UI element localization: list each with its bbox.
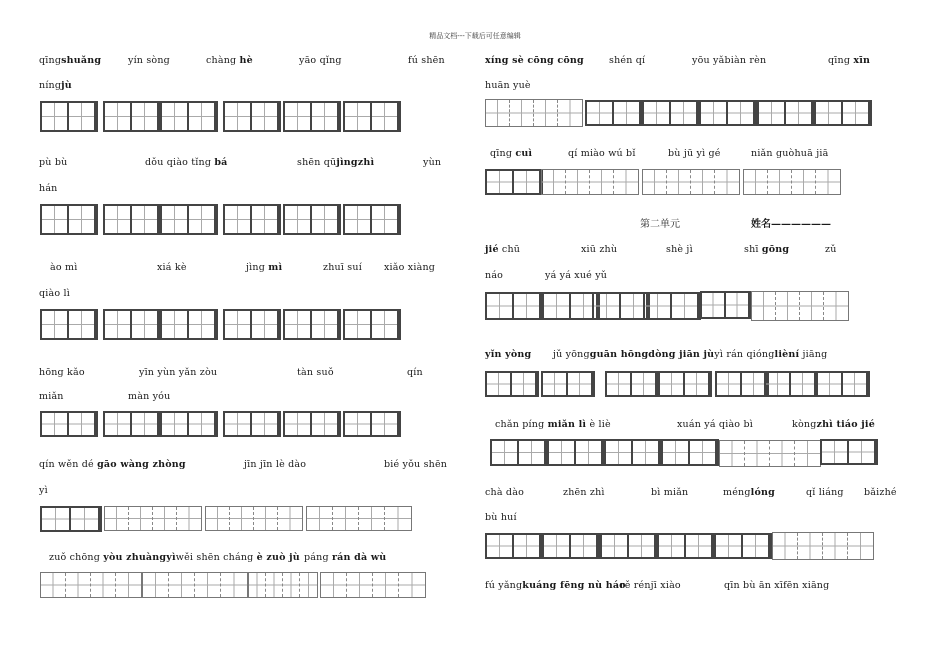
grid-cell[interactable] xyxy=(645,294,672,318)
grid-cell[interactable] xyxy=(312,103,339,130)
pinyin-line: níngjù xyxy=(39,80,72,91)
pinyin-line: miǎn xyxy=(39,391,64,402)
writing-grid[interactable] xyxy=(764,371,818,397)
writing-grid[interactable] xyxy=(40,506,102,532)
pinyin-line: páng rán dà wù xyxy=(304,552,387,563)
writing-grid[interactable] xyxy=(751,291,849,321)
grid-cell[interactable] xyxy=(663,441,690,464)
grid-cell[interactable] xyxy=(768,170,792,194)
writing-grid[interactable] xyxy=(541,169,639,195)
grid-cell[interactable] xyxy=(252,206,279,233)
grid-cell[interactable] xyxy=(372,311,399,338)
pinyin-line: kòngzhì tiáo jié xyxy=(792,419,875,430)
writing-grid[interactable] xyxy=(40,411,98,437)
grid-cell[interactable] xyxy=(519,441,546,464)
grid-cell[interactable] xyxy=(249,573,266,597)
grid-cell[interactable] xyxy=(514,294,541,318)
grid-cell[interactable] xyxy=(549,441,576,464)
pinyin-line: xíng sè cōng cōng xyxy=(485,55,584,66)
writing-grid[interactable] xyxy=(485,99,583,127)
writing-grid[interactable] xyxy=(485,292,543,320)
writing-grid[interactable] xyxy=(283,411,341,437)
grid-cell[interactable] xyxy=(372,413,399,435)
grid-cell[interactable] xyxy=(153,507,177,530)
grid-cell[interactable] xyxy=(285,311,312,338)
grid-cell[interactable] xyxy=(42,508,71,530)
grid-cell[interactable] xyxy=(283,573,300,597)
grid-cell[interactable] xyxy=(345,413,372,435)
pinyin-line: dǒu qiào tǐng bá xyxy=(145,157,228,168)
grid-cell[interactable] xyxy=(116,573,141,597)
grid-cell[interactable] xyxy=(487,294,514,318)
grid-cell[interactable] xyxy=(91,573,116,597)
grid-cell[interactable] xyxy=(800,292,824,320)
grid-cell[interactable] xyxy=(659,535,686,557)
writing-grid[interactable] xyxy=(541,371,595,397)
grid-cell[interactable] xyxy=(372,103,399,130)
grid-cell[interactable] xyxy=(487,535,514,557)
grid-cell[interactable] xyxy=(745,441,770,466)
pinyin-line: qīng cuì xyxy=(490,148,533,159)
writing-grid[interactable] xyxy=(223,411,281,437)
pinyin-line: tàn suǒ xyxy=(297,367,334,378)
pinyin-line: ào mì xyxy=(50,262,78,273)
pinyin-line: yōu yǎbiàn rèn xyxy=(692,55,767,66)
pinyin-line: xuán yá qiào bì xyxy=(677,419,753,430)
grid-cell[interactable] xyxy=(606,441,633,464)
writing-grid[interactable] xyxy=(714,533,772,559)
writing-grid[interactable] xyxy=(642,100,700,126)
grid-cell[interactable] xyxy=(42,103,69,130)
unit-title: 第二单元 xyxy=(640,219,680,230)
pinyin-line: shén qí xyxy=(609,55,646,66)
writing-grid[interactable] xyxy=(605,371,659,397)
grid-cell[interactable] xyxy=(189,103,216,130)
grid-cell[interactable] xyxy=(307,507,333,530)
grid-cell[interactable] xyxy=(766,373,791,395)
grid-cell[interactable] xyxy=(162,206,189,233)
pinyin-line: yīn yùn yǎn zòu xyxy=(139,367,218,378)
pinyin-line: qín wěn dé gāo wàng zhòng xyxy=(39,459,186,470)
grid-cell[interactable] xyxy=(285,413,312,435)
pinyin-line: zhēn zhì xyxy=(563,487,605,498)
grid-cell[interactable] xyxy=(132,206,159,233)
grid-cell[interactable] xyxy=(225,311,252,338)
writing-grid[interactable] xyxy=(205,506,303,531)
grid-cell[interactable] xyxy=(69,311,96,338)
grid-cell[interactable] xyxy=(702,293,726,317)
grid-cell[interactable] xyxy=(512,373,537,395)
grid-cell[interactable] xyxy=(843,373,868,395)
grid-cell[interactable] xyxy=(105,311,132,338)
grid-cell[interactable] xyxy=(492,441,519,464)
grid-cell[interactable] xyxy=(818,373,843,395)
pinyin-line: bǎizhé xyxy=(864,487,897,498)
grid-cell[interactable] xyxy=(225,103,252,130)
grid-cell[interactable] xyxy=(534,100,558,126)
pinyin-line: shè jì xyxy=(666,244,693,255)
writing-grid[interactable] xyxy=(283,309,341,340)
writing-grid[interactable] xyxy=(715,371,769,397)
grid-cell[interactable] xyxy=(672,294,699,318)
writing-grid[interactable] xyxy=(40,204,98,235)
writing-grid[interactable] xyxy=(490,439,548,466)
grid-cell[interactable] xyxy=(42,311,69,338)
pinyin-line: niǎn guòhuā jiā xyxy=(751,148,829,159)
writing-grid[interactable] xyxy=(542,533,600,559)
grid-cell[interactable] xyxy=(594,294,621,318)
pinyin-line: yùn xyxy=(423,157,442,168)
grid-cell[interactable] xyxy=(602,535,629,557)
grid-cell[interactable] xyxy=(169,573,195,597)
writing-grid[interactable] xyxy=(657,533,715,559)
grid-cell[interactable] xyxy=(372,206,399,233)
pinyin-line: huān yuè xyxy=(485,80,531,91)
writing-grid[interactable] xyxy=(604,439,662,466)
name-label: 姓名—————— xyxy=(751,219,831,230)
grid-cell[interactable] xyxy=(717,373,742,395)
grid-cell[interactable] xyxy=(685,373,710,395)
writing-grid[interactable] xyxy=(306,506,412,531)
grid-cell[interactable] xyxy=(345,206,372,233)
writing-grid[interactable] xyxy=(160,309,218,340)
grid-cell[interactable] xyxy=(373,573,399,597)
grid-cell[interactable] xyxy=(105,507,129,530)
pinyin-line: bù jū yì gé xyxy=(668,148,721,159)
grid-cell[interactable] xyxy=(71,508,100,530)
writing-grid[interactable] xyxy=(485,533,543,559)
grid-cell[interactable] xyxy=(41,573,66,597)
grid-cell[interactable] xyxy=(770,441,795,466)
grid-cell[interactable] xyxy=(189,311,216,338)
writing-grid[interactable] xyxy=(592,292,650,320)
writing-grid[interactable] xyxy=(223,101,281,132)
writing-grid[interactable] xyxy=(820,439,878,465)
writing-grid[interactable] xyxy=(320,572,426,598)
writing-grid[interactable] xyxy=(547,439,605,466)
pinyin-line: hán xyxy=(39,183,58,194)
grid-cell[interactable] xyxy=(671,102,698,124)
grid-cell[interactable] xyxy=(143,573,169,597)
grid-cell[interactable] xyxy=(629,535,656,557)
writing-grid[interactable] xyxy=(699,100,757,126)
grid-cell[interactable] xyxy=(132,413,159,435)
grid-cell[interactable] xyxy=(773,533,798,559)
grid-cell[interactable] xyxy=(514,171,541,193)
pinyin-line: yǐn yòng xyxy=(485,349,532,360)
writing-grid[interactable] xyxy=(283,101,341,132)
grid-cell[interactable] xyxy=(816,170,840,194)
grid-cell[interactable] xyxy=(743,535,770,557)
writing-grid[interactable] xyxy=(658,371,712,397)
grid-cell[interactable] xyxy=(162,103,189,130)
pinyin-line: yāo qǐng xyxy=(299,55,342,66)
grid-cell[interactable] xyxy=(590,170,614,194)
pinyin-line: xiū zhù xyxy=(581,244,618,255)
pinyin-line: shī gōng xyxy=(744,244,790,255)
pinyin-line: chà dào xyxy=(485,487,524,498)
grid-cell[interactable] xyxy=(843,102,870,124)
pinyin-line: qǐ liáng xyxy=(806,487,844,498)
grid-cell[interactable] xyxy=(633,441,660,464)
pinyin-line: qīn bù ān xīfēn xiāng xyxy=(724,580,830,591)
pinyin-line: bié yǒu shēn xyxy=(384,459,448,470)
grid-cell[interactable] xyxy=(660,373,685,395)
pinyin-line: shēn qūjìngzhì xyxy=(297,157,375,168)
pinyin-line: hōng kǎo xyxy=(39,367,85,378)
grid-cell[interactable] xyxy=(607,373,632,395)
grid-cell[interactable] xyxy=(542,170,566,194)
writing-grid[interactable] xyxy=(104,506,202,531)
grid-cell[interactable] xyxy=(822,441,849,463)
grid-cell[interactable] xyxy=(345,311,372,338)
grid-cell[interactable] xyxy=(189,206,216,233)
grid-cell[interactable] xyxy=(587,102,614,124)
pinyin-line: xiá kè xyxy=(157,262,187,273)
writing-grid[interactable] xyxy=(142,572,248,598)
grid-cell[interactable] xyxy=(715,170,739,194)
grid-cell[interactable] xyxy=(162,311,189,338)
pinyin-line: qīngshuǎng xyxy=(39,55,102,66)
grid-cell[interactable] xyxy=(132,311,159,338)
pinyin-line: jǔ yōngguān hōngdòng jiān jùyì rán qiónglièní jiāng xyxy=(553,349,828,360)
grid-cell[interactable] xyxy=(42,206,69,233)
grid-cell[interactable] xyxy=(543,373,568,395)
grid-cell[interactable] xyxy=(776,292,800,320)
writing-grid[interactable] xyxy=(757,100,815,126)
pinyin-line: qiào lì xyxy=(39,288,70,299)
grid-cell[interactable] xyxy=(726,293,750,317)
writing-grid[interactable] xyxy=(40,309,98,340)
grid-cell[interactable] xyxy=(221,573,247,597)
pinyin-line: qīng xīn xyxy=(828,55,871,66)
grid-cell[interactable] xyxy=(42,413,69,435)
writing-grid[interactable] xyxy=(643,292,701,320)
grid-cell[interactable] xyxy=(312,311,339,338)
grid-cell[interactable] xyxy=(576,441,603,464)
grid-cell[interactable] xyxy=(345,103,372,130)
grid-cell[interactable] xyxy=(667,170,691,194)
grid-cell[interactable] xyxy=(571,535,598,557)
grid-cell[interactable] xyxy=(558,100,582,126)
grid-cell[interactable] xyxy=(786,102,813,124)
writing-grid[interactable] xyxy=(343,309,401,340)
grid-cell[interactable] xyxy=(385,507,411,530)
grid-cell[interactable] xyxy=(300,573,317,597)
grid-cell[interactable] xyxy=(690,441,717,464)
grid-cell[interactable] xyxy=(189,413,216,435)
grid-cell[interactable] xyxy=(643,170,667,194)
grid-cell[interactable] xyxy=(487,171,514,193)
pinyin-line: qín xyxy=(407,367,423,378)
grid-cell[interactable] xyxy=(285,206,312,233)
grid-cell[interactable] xyxy=(632,373,657,395)
pinyin-line: ménglóng xyxy=(723,487,775,498)
pinyin-line: xiǎo xiàng xyxy=(384,262,436,273)
pinyin-line: pù bù xyxy=(39,157,68,168)
grid-cell[interactable] xyxy=(132,103,159,130)
pinyin-line: jìng mì xyxy=(246,262,283,273)
writing-grid[interactable] xyxy=(772,532,874,560)
grid-cell[interactable] xyxy=(333,507,359,530)
grid-cell[interactable] xyxy=(177,507,201,530)
writing-grid[interactable] xyxy=(103,204,161,235)
grid-cell[interactable] xyxy=(230,507,254,530)
pinyin-line: yì xyxy=(39,485,48,496)
grid-cell[interactable] xyxy=(759,102,786,124)
writing-grid[interactable] xyxy=(40,572,142,598)
grid-cell[interactable] xyxy=(225,206,252,233)
grid-cell[interactable] xyxy=(105,103,132,130)
pinyin-line: rě rénjī xiào xyxy=(620,580,681,591)
writing-grid[interactable] xyxy=(642,169,740,195)
grid-cell[interactable] xyxy=(252,103,279,130)
writing-grid[interactable] xyxy=(343,204,401,235)
grid-cell[interactable] xyxy=(195,573,221,597)
grid-cell[interactable] xyxy=(206,507,230,530)
writing-grid[interactable] xyxy=(40,101,98,132)
writing-grid[interactable] xyxy=(223,204,281,235)
writing-grid[interactable] xyxy=(585,100,643,126)
grid-cell[interactable] xyxy=(69,103,96,130)
grid-cell[interactable] xyxy=(716,535,743,557)
pinyin-line: náo xyxy=(485,270,504,281)
grid-cell[interactable] xyxy=(225,413,252,435)
grid-cell[interactable] xyxy=(791,373,816,395)
writing-grid[interactable] xyxy=(103,101,161,132)
writing-grid[interactable] xyxy=(816,371,870,397)
writing-grid[interactable] xyxy=(160,101,218,132)
writing-grid[interactable] xyxy=(814,100,872,126)
grid-cell[interactable] xyxy=(691,170,715,194)
grid-cell[interactable] xyxy=(614,102,641,124)
grid-cell[interactable] xyxy=(816,102,843,124)
writing-grid[interactable] xyxy=(743,169,841,195)
grid-cell[interactable] xyxy=(744,170,768,194)
grid-cell[interactable] xyxy=(312,413,339,435)
grid-cell[interactable] xyxy=(321,573,347,597)
grid-cell[interactable] xyxy=(252,311,279,338)
writing-grid[interactable] xyxy=(719,440,821,467)
pinyin-line: jīn jīn lè dào xyxy=(244,459,307,470)
writing-grid[interactable] xyxy=(343,101,401,132)
pinyin-line: jié chū xyxy=(485,244,521,255)
pinyin-line: chàng hè xyxy=(206,55,253,66)
grid-cell[interactable] xyxy=(69,413,96,435)
pinyin-line: chǎn píng miǎn lì è liè xyxy=(495,419,611,430)
pinyin-line: zuǒ chōng yòu zhuàngyìwěi shēn cháng è zuò jù xyxy=(49,552,300,563)
grid-cell[interactable] xyxy=(752,292,776,320)
pinyin-line: qí miào wú bǐ xyxy=(568,148,636,159)
grid-cell[interactable] xyxy=(162,413,189,435)
grid-cell[interactable] xyxy=(399,573,425,597)
grid-cell[interactable] xyxy=(510,100,534,126)
grid-cell[interactable] xyxy=(544,294,571,318)
pinyin-line: yá yá xué yǔ xyxy=(545,270,608,281)
grid-cell[interactable] xyxy=(514,535,541,557)
writing-grid[interactable] xyxy=(485,371,539,397)
grid-cell[interactable] xyxy=(824,292,848,320)
pinyin-line: zǔ xyxy=(825,244,837,255)
writing-grid[interactable] xyxy=(661,439,719,466)
writing-grid[interactable] xyxy=(160,204,218,235)
writing-grid[interactable] xyxy=(160,411,218,437)
grid-cell[interactable] xyxy=(614,170,638,194)
grid-cell[interactable] xyxy=(795,441,820,466)
writing-grid[interactable] xyxy=(103,411,161,437)
grid-cell[interactable] xyxy=(798,533,823,559)
grid-cell[interactable] xyxy=(347,573,373,597)
grid-cell[interactable] xyxy=(486,100,510,126)
grid-cell[interactable] xyxy=(252,413,279,435)
grid-cell[interactable] xyxy=(644,102,671,124)
pinyin-line: bù huí xyxy=(485,512,517,523)
grid-cell[interactable] xyxy=(105,413,132,435)
grid-cell[interactable] xyxy=(69,206,96,233)
writing-grid[interactable] xyxy=(600,533,658,559)
grid-cell[interactable] xyxy=(266,573,283,597)
writing-grid[interactable] xyxy=(103,309,161,340)
page-header: 精品文档---下载后可任意编辑 xyxy=(429,32,521,40)
grid-cell[interactable] xyxy=(728,102,755,124)
grid-cell[interactable] xyxy=(105,206,132,233)
writing-grid[interactable] xyxy=(343,411,401,437)
pinyin-line: yín sòng xyxy=(128,55,170,66)
grid-cell[interactable] xyxy=(312,206,339,233)
writing-grid[interactable] xyxy=(248,572,318,598)
grid-cell[interactable] xyxy=(254,507,278,530)
pinyin-line: fú yǎngkuáng fēng nù háo xyxy=(485,580,626,591)
grid-cell[interactable] xyxy=(848,533,873,559)
grid-cell[interactable] xyxy=(129,507,153,530)
grid-cell[interactable] xyxy=(359,507,385,530)
writing-grid[interactable] xyxy=(223,309,281,340)
grid-cell[interactable] xyxy=(487,373,512,395)
pinyin-line: zhuī suí xyxy=(323,262,362,273)
grid-cell[interactable] xyxy=(720,441,745,466)
grid-cell[interactable] xyxy=(792,170,816,194)
grid-cell[interactable] xyxy=(278,507,302,530)
grid-cell[interactable] xyxy=(568,373,593,395)
grid-cell[interactable] xyxy=(701,102,728,124)
grid-cell[interactable] xyxy=(823,533,848,559)
grid-cell[interactable] xyxy=(66,573,91,597)
writing-grid[interactable] xyxy=(283,204,341,235)
pinyin-line: fú shēn xyxy=(408,55,445,66)
grid-cell[interactable] xyxy=(285,103,312,130)
writing-grid[interactable] xyxy=(700,291,752,319)
grid-cell[interactable] xyxy=(544,535,571,557)
pinyin-line: màn yóu xyxy=(128,391,171,402)
grid-cell[interactable] xyxy=(686,535,713,557)
pinyin-line: bì miǎn xyxy=(651,487,689,498)
grid-cell[interactable] xyxy=(566,170,590,194)
grid-cell[interactable] xyxy=(849,441,876,463)
writing-grid[interactable] xyxy=(485,169,543,195)
